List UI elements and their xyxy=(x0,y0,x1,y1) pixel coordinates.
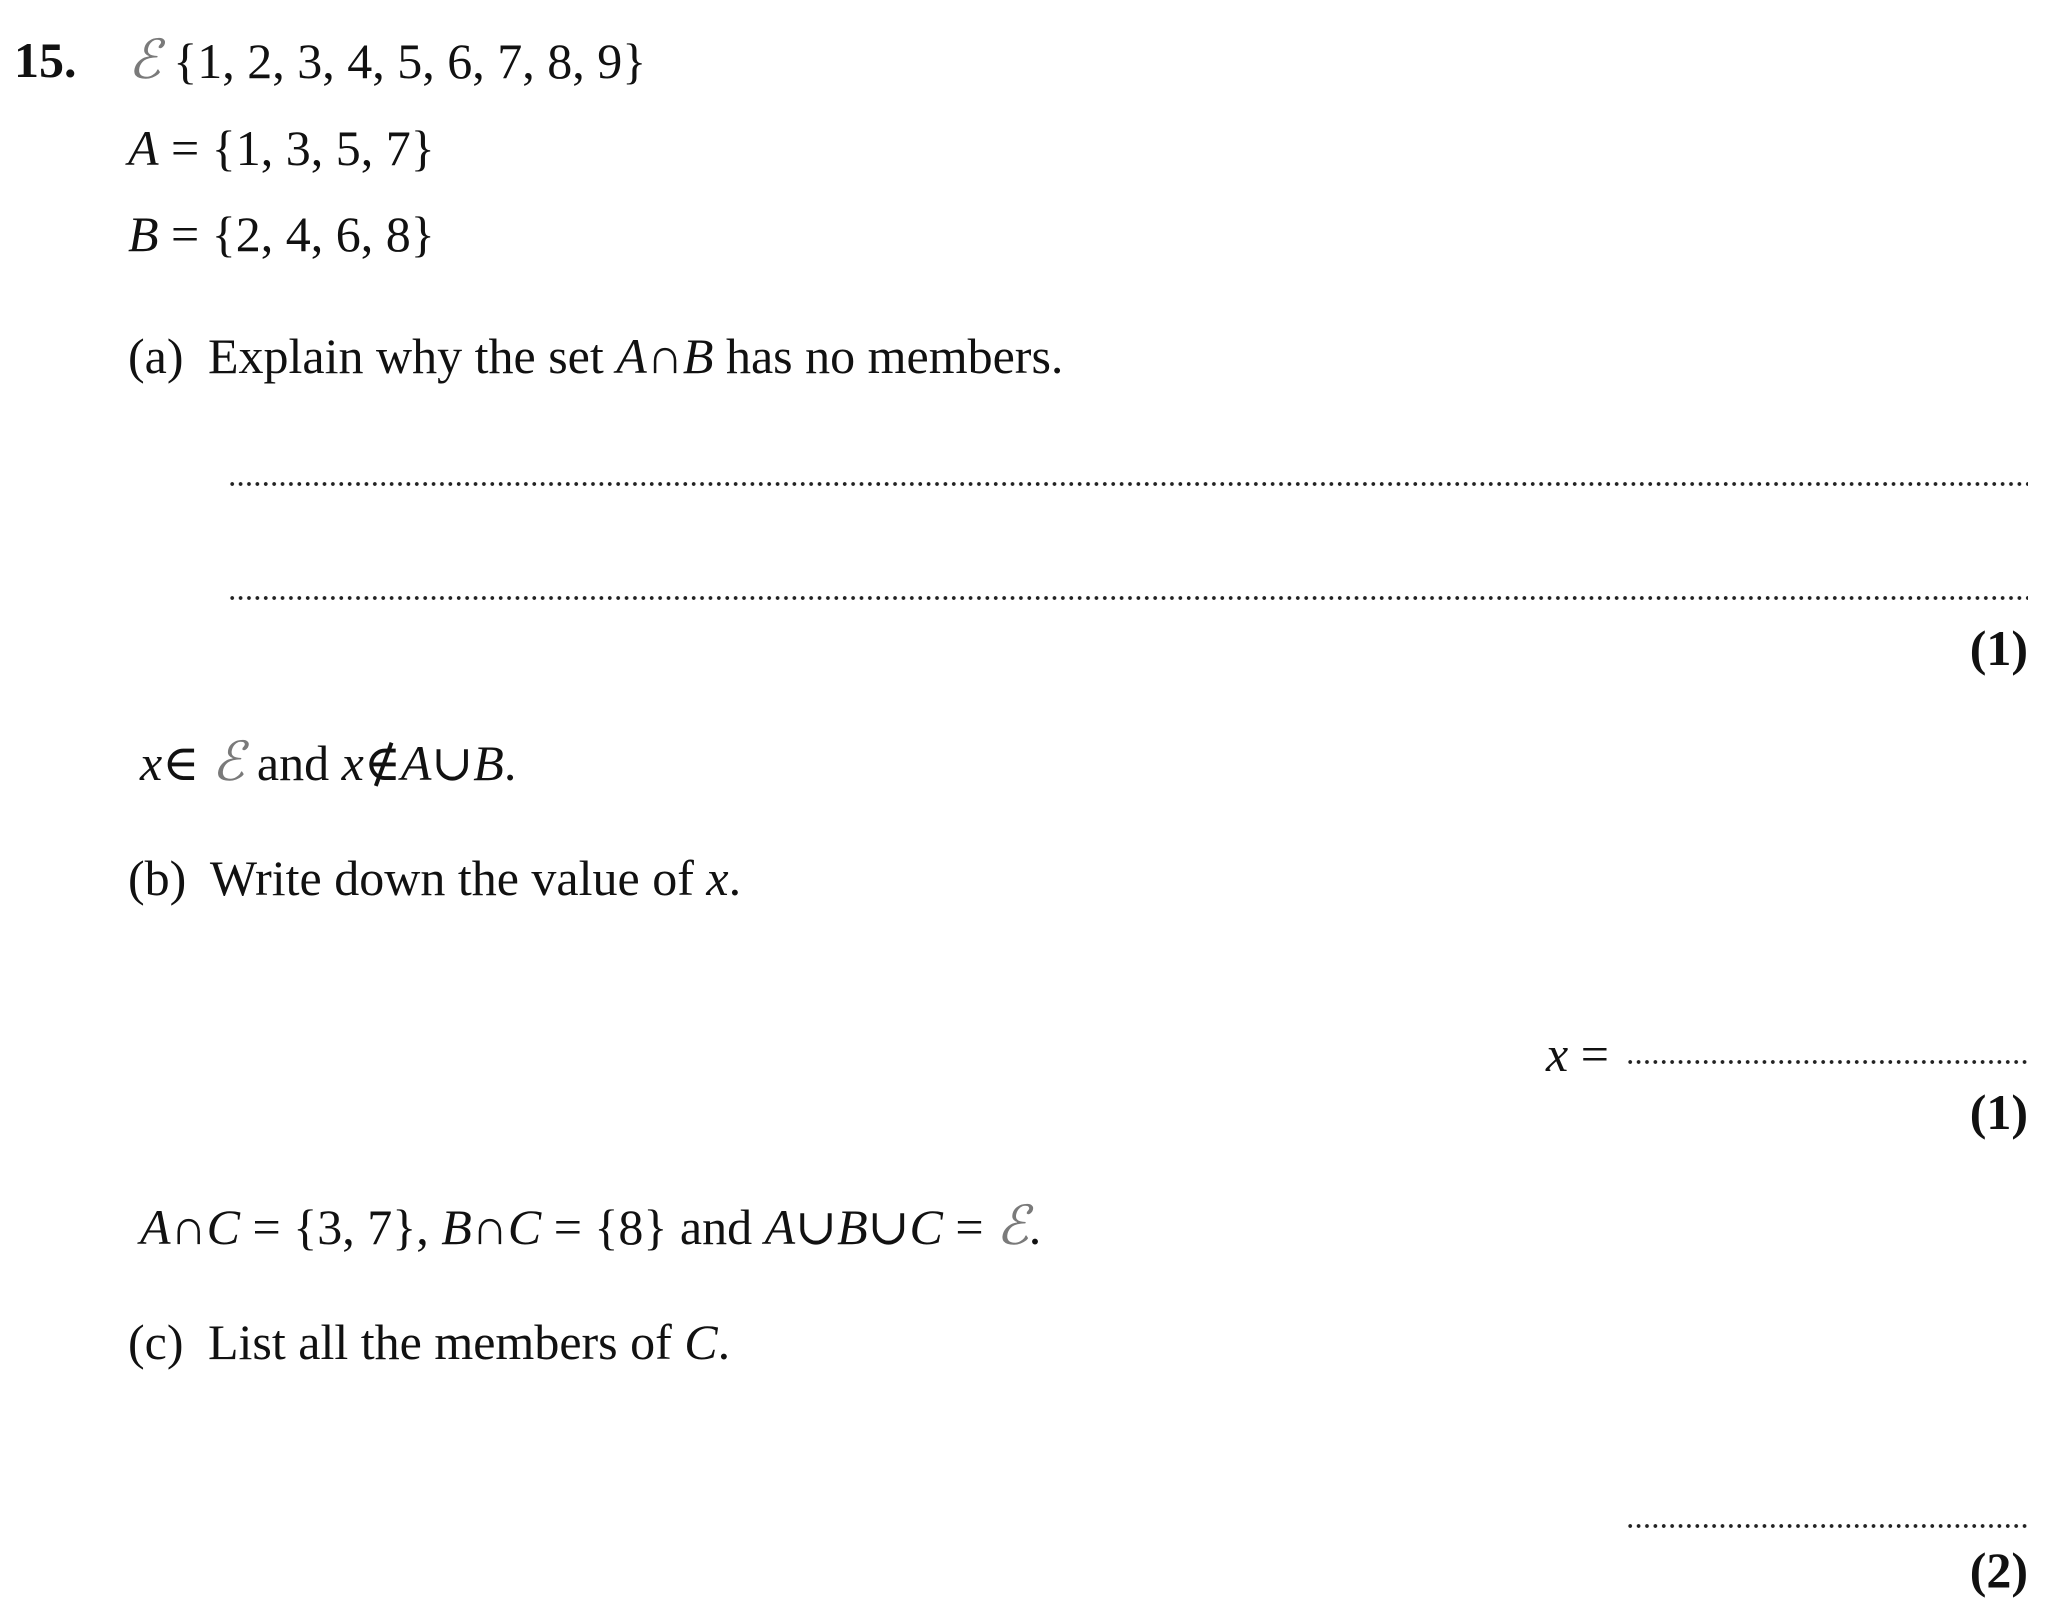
part-a-intersection: ∩ xyxy=(646,328,683,384)
part-c-marks: (2) xyxy=(1969,1542,2028,1598)
cond-c-eq-2: = {8} and xyxy=(541,1199,753,1255)
cond-b-and: and xyxy=(256,735,330,791)
cond-c-set-c-2: C xyxy=(507,1199,542,1255)
cond-c-set-b: B xyxy=(441,1199,472,1255)
set-b-name: B xyxy=(128,206,159,262)
cond-c-union-2: ∪ xyxy=(867,1199,910,1255)
part-c-text: List all the members of xyxy=(208,1314,685,1370)
part-b-label: (b) xyxy=(128,850,187,906)
part-a-prompt xyxy=(128,326,1063,386)
part-b-var: x xyxy=(706,850,729,906)
part-a-set-b: B xyxy=(682,328,714,384)
part-b-prompt xyxy=(128,848,741,908)
cond-c-intersection-2: ∩ xyxy=(471,1199,508,1255)
set-b-definition xyxy=(128,204,435,264)
cond-c-period: . xyxy=(1028,1199,1042,1255)
cond-c-set-a: A xyxy=(140,1199,171,1255)
part-a-answer-line-2[interactable] xyxy=(228,594,2028,602)
part-c-condition xyxy=(140,1196,1041,1257)
part-b-condition xyxy=(140,732,516,793)
part-a-label: (a) xyxy=(128,328,184,384)
set-b-members: = {2, 4, 6, 8} xyxy=(158,206,435,262)
cond-b-universal-symbol: ℰ xyxy=(211,730,245,793)
cond-b-union: ∪ xyxy=(431,735,474,791)
set-a-members: = {1, 3, 5, 7} xyxy=(158,120,435,176)
part-b-answer-label xyxy=(1546,1024,1609,1084)
part-c-var: C xyxy=(684,1314,718,1370)
universal-set-line xyxy=(128,30,646,91)
part-c-label: (c) xyxy=(128,1314,184,1370)
part-a-marks: (1) xyxy=(1969,620,2028,676)
set-a-definition xyxy=(128,118,435,178)
part-b-answer-line[interactable] xyxy=(1626,1058,2028,1066)
cond-c-set-c: C xyxy=(206,1199,241,1255)
cond-b-element-of: ∈ xyxy=(162,735,200,791)
universal-set-members: {1, 2, 3, 4, 5, 6, 7, 8, 9} xyxy=(173,33,647,89)
part-a-text: Explain why the set xyxy=(208,328,617,384)
cond-b-not-element-of: ∉ xyxy=(363,735,401,791)
cond-b-set-b: B xyxy=(473,735,504,791)
cond-b-x2: x xyxy=(341,735,364,791)
part-a-text-end: has no members. xyxy=(713,328,1064,384)
cond-c-set-a-2: A xyxy=(764,1199,796,1255)
part-b-period: . xyxy=(728,850,742,906)
part-b-marks: (1) xyxy=(1969,1084,2028,1140)
part-c-prompt xyxy=(128,1312,730,1372)
cond-b-period: . xyxy=(503,735,517,791)
question-number: 15. xyxy=(14,32,77,88)
part-a-set-a: A xyxy=(616,328,647,384)
part-b-answer-equals: = xyxy=(1568,1026,1609,1082)
part-b-answer-var: x xyxy=(1546,1026,1569,1082)
set-a-name: A xyxy=(128,120,159,176)
cond-c-universal-symbol: ℰ xyxy=(996,1194,1029,1257)
cond-b-set-a: A xyxy=(400,735,432,791)
cond-c-eq-1: = {3, 7}, xyxy=(240,1199,429,1255)
cond-c-eq-3: = xyxy=(942,1199,997,1255)
part-c-answer-line[interactable] xyxy=(1626,1522,2028,1530)
part-c-period: . xyxy=(717,1314,731,1370)
part-b-text: Write down the value of xyxy=(209,850,707,906)
cond-c-set-b-2: B xyxy=(837,1199,868,1255)
universal-set-symbol: ℰ xyxy=(128,28,161,91)
cond-c-intersection-1: ∩ xyxy=(170,1199,207,1255)
cond-c-union-1: ∪ xyxy=(795,1199,838,1255)
part-a-answer-line-1[interactable] xyxy=(228,480,2028,488)
cond-b-x: x xyxy=(140,735,163,791)
cond-c-set-c-3: C xyxy=(909,1199,943,1255)
